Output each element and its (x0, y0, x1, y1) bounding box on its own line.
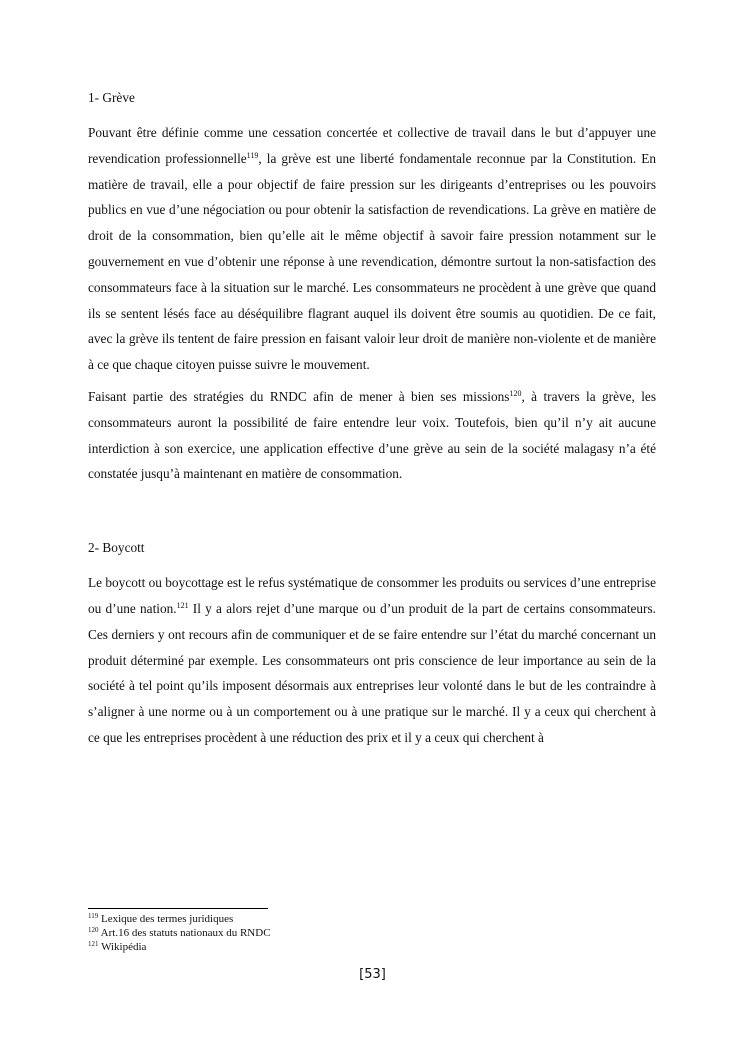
footnote-text: Lexique des termes juridiques (101, 913, 234, 925)
footnote-120 (88, 926, 656, 940)
footnote-ref-121[interactable]: 121 (176, 600, 189, 610)
footnote-ref-119[interactable]: 119 (246, 150, 259, 160)
paragraph-text: , à travers la grève, les consommateurs auront la possibilité de faire entendre leur voix. Toutefois, bien qu’il n’y ait aucune interdiction à son exercice, une application effective d’une grève au sein de la société malagasy n’a été constatée jusqu’à maintenant en matière de consommation. (88, 388, 656, 482)
footnote-ref-120[interactable]: 120 (509, 388, 522, 398)
paragraph-text: Faisant partie des stratégies du RNDC afin de mener à bien ses missions (88, 388, 510, 404)
footnote-number: 119 (88, 912, 99, 920)
paragraph-text: Il y a alors rejet d’une marque ou d’un produit de la part de certains consommateurs. Ces derniers y ont recours afin de communiquer et de se faire entendre sur l’état du marché concernant un produit déterminé par exemple. Les consommateurs ont pris conscience de leur importance au sein de la société à tel point qu’ils imposent désormais aux entreprises leur volonté dans le but de les contraindre à s’aligner à une norme ou à un comportement ou à une pratique sur le marché. Il y a ceux qui cherchent à ce que les entreprises procèdent à une réduction des prix et il y a ceux qui cherchent à (88, 600, 656, 745)
page-body (88, 88, 656, 757)
paragraph-greve-definition (88, 120, 656, 378)
page-number: [53] (359, 967, 386, 982)
footnote-separator (88, 908, 268, 909)
section-heading-greve: 1- Grève (88, 90, 135, 105)
section-spacer (88, 493, 656, 538)
section-heading-boycott: 2- Boycott (88, 540, 145, 556)
paragraph-text: , la grève est une liberté fondamentale reconnue par la Constitution. En matière de travail, elle a pour objectif de faire pression sur les dirigeants d’entreprises ou les pouvoirs publics en vue d’une négociation ou pour obtenir la satisfaction de revendications. La grève en matière de droit de la consommation, bien qu’elle ait le même objectif à savoir faire pression notamment sur le gouvernement en vue d’obtenir une réponse à une revendication, démontre surtout la non-satisfaction des consommateurs face à la situation sur le marché. Les consommateurs ne procèdent à une grève que quand ils se sentent lésés face au déséquilibre flagrant auquel ils doivent être soumis au quotidien. De ce fait, avec la grève ils tentent de faire pression en faisant valoir leur droit de manière non-violente et de manière à ce que chaque citoyen puisse suivre le mouvement. (88, 150, 657, 373)
footnote-text: Art.16 des statuts nationaux du RNDC (100, 927, 271, 939)
footnotes-section (88, 908, 656, 954)
footnote-number: 121 (88, 940, 99, 948)
footnote-number: 120 (88, 926, 99, 934)
paragraph-text: Pouvant être définie comme une cessation concertée et collective de travail dans le but d’appuyer une revendication professionnelle (88, 125, 656, 166)
paragraph-text: Le boycott ou boycottage est le refus systématique de consommer les produits ou services d’une entreprise ou d’une nation. (88, 575, 656, 616)
footnote-text: Wikipédia (101, 941, 147, 953)
footnote-121 (88, 940, 656, 954)
paragraph-greve-rndc (88, 384, 656, 487)
paragraph-boycott-definition (88, 570, 656, 751)
footnote-119 (88, 912, 656, 926)
